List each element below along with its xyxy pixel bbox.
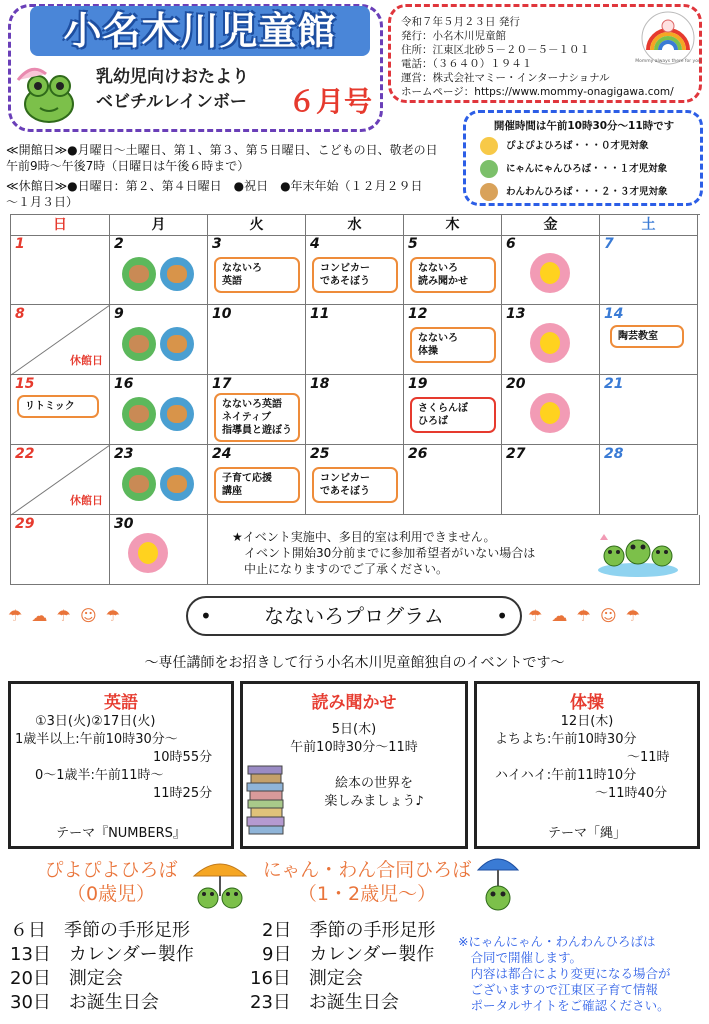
piyo-item: 30日 お誕生日会 xyxy=(10,992,159,1013)
day-number: 3 xyxy=(212,236,222,252)
calendar-day-cell xyxy=(110,445,208,515)
day-number: 30 xyxy=(114,516,134,532)
dog-icon xyxy=(160,397,194,431)
card-line: 1歳半以上:午前10時30分～ xyxy=(15,732,178,747)
closed-days-text: ≪休館日≫●日曜日：第２、第４日曜日 ●祝日 ●年末年始（１２月２９日 ～１月３日） xyxy=(6,179,459,209)
calendar-day-cell xyxy=(11,375,110,445)
book-stack-icon xyxy=(246,762,286,836)
cat-icon xyxy=(480,160,498,178)
nyan-item: 23日 お誕生日会 xyxy=(250,992,399,1013)
weekday-header: 日 xyxy=(11,215,110,236)
hours-row-wan: わんわんひろば・・・２・３才児対象 xyxy=(480,183,668,201)
cat-icon xyxy=(122,467,156,501)
calendar-day-cell xyxy=(208,375,306,445)
calendar-event: なないろ英語 ネイティブ 指導員と遊ぼう xyxy=(214,393,300,442)
calendar-event: リトミック xyxy=(17,395,99,418)
center-name-title: 小名木川児童館 xyxy=(30,6,370,56)
calendar-day-cell xyxy=(502,375,600,445)
card-heading: 体操 xyxy=(570,693,604,713)
card-line: 12日(木) xyxy=(560,714,614,729)
issue-date: 令和７年５月２３日 発行 xyxy=(401,16,520,28)
calendar-day-cell xyxy=(502,445,600,515)
bullet-dot: • xyxy=(200,604,212,628)
nyan-age: （1・2歳児～） xyxy=(297,883,437,905)
weekday-header: 木 xyxy=(404,215,502,236)
day-number: 9 xyxy=(114,306,124,322)
program-card-exercise xyxy=(474,681,700,849)
card-line: ～11時40分 xyxy=(595,786,668,801)
event-hours-box xyxy=(463,110,703,206)
calendar-event: コンビカー であそぼう xyxy=(312,257,398,293)
calendar-day-cell xyxy=(306,445,404,515)
calendar-day-cell xyxy=(306,375,404,445)
piyo-item: ６日 季節の手形足形 xyxy=(10,920,190,941)
closed-day-label: 休館日 xyxy=(70,354,103,367)
calendar-day-cell xyxy=(600,305,698,375)
calendar-day-cell xyxy=(404,235,502,305)
day-number: 10 xyxy=(212,306,232,322)
card-line: ～11時 xyxy=(627,750,670,765)
card-line: ①3日(火)②17日(火) xyxy=(35,714,156,729)
newsletter-name: ベビチルレインボー xyxy=(96,92,247,112)
card-line: 10時55分 xyxy=(153,750,213,765)
card-line: 5日(木) xyxy=(331,722,377,737)
weekday-header: 土 xyxy=(600,215,698,236)
calendar-day-cell xyxy=(11,445,110,515)
frog-umbrella-icon xyxy=(14,60,84,126)
day-number: 11 xyxy=(310,306,330,322)
closed-day-label: 休館日 xyxy=(70,494,103,507)
card-heading: 読み聞かせ xyxy=(311,693,397,713)
homepage-link[interactable]: ホームページ：https://www.mommy-onagigawa.com/ xyxy=(401,86,674,98)
weekday-header: 水 xyxy=(306,215,404,236)
card-heading: 英語 xyxy=(104,693,138,713)
calendar-day-cell xyxy=(110,375,208,445)
calendar-event: なないろ 英語 xyxy=(214,257,300,293)
weekday-header: 金 xyxy=(502,215,600,236)
calendar-day-cell xyxy=(600,235,698,305)
calendar-day-cell xyxy=(208,445,306,515)
day-number: 25 xyxy=(310,446,330,462)
calendar-day-cell xyxy=(502,305,600,375)
hours-row-piyo: ぴよぴよひろば・・・０才児対象 xyxy=(480,137,649,155)
card-theme: テーマ「縄」 xyxy=(547,826,626,841)
calendar-day-cell xyxy=(306,235,404,305)
publisher: 発行：小名木川児童館 xyxy=(401,30,506,42)
calendar-day-cell xyxy=(110,235,208,305)
piyo-item: 13日 カレンダー製作 xyxy=(10,944,194,965)
program-title: • なないろプログラム • xyxy=(186,596,522,636)
calendar-event: さくらんぼ ひろば xyxy=(410,397,496,433)
cat-icon xyxy=(122,397,156,431)
day-number: 20 xyxy=(506,376,526,392)
dog-icon xyxy=(160,257,194,291)
nyan-item: 9日 カレンダー製作 xyxy=(262,944,435,965)
issue-month: ６月号 xyxy=(288,85,373,118)
day-number: 21 xyxy=(604,376,624,392)
day-number: 29 xyxy=(15,516,35,532)
nyan-heading: にゃん・わん合同ひろば xyxy=(262,859,472,881)
umbrella-deco-left: ☂ ☁ ☂ ☺ ☂ xyxy=(8,606,123,625)
day-number: 8 xyxy=(15,306,25,322)
program-card-english xyxy=(8,681,234,849)
mommy-rainbow-logo xyxy=(635,10,701,66)
weekday-header: 月 xyxy=(110,215,208,236)
calendar-day-cell xyxy=(404,305,502,375)
day-number: 26 xyxy=(408,446,428,462)
card-line: 11時25分 xyxy=(153,786,213,801)
day-number: 5 xyxy=(408,236,418,252)
joint-session-note: ※にゃんにゃん・わんわんひろばは 合同で開催します。 内容は都合により変更になる場合が ございますので江東区子育て情報 ポータルサイトをご確認ください。 xyxy=(458,934,671,1013)
day-number: 17 xyxy=(212,376,232,392)
day-number: 22 xyxy=(15,446,35,462)
piyo-heading: ぴよぴよひろば xyxy=(44,859,178,881)
calendar-event: なないろ 読み聞かせ xyxy=(410,257,496,293)
day-number: 4 xyxy=(310,236,320,252)
bullet-dot: • xyxy=(496,604,508,628)
frog-family-icon xyxy=(596,528,680,578)
dog-icon xyxy=(480,183,498,201)
calendar-day-cell xyxy=(600,445,698,515)
calendar-day-cell xyxy=(404,375,502,445)
program-subtitle: ～専任講師をお招きして行う小名木川児童館独自のイベントです～ xyxy=(144,655,565,671)
event-notice: ★イベント実施中、多目的室は利用できません。 イベント開始30分前までに参加希望者がいない場合は 中止になりますのでご了承ください。 xyxy=(232,530,536,576)
calendar-event: なないろ 体操 xyxy=(410,327,496,363)
address: 住所：江東区北砂５－２０－５－１０１ xyxy=(401,44,590,56)
card-line: ハイハイ:午前11時10分 xyxy=(495,768,637,783)
calendar-day-cell xyxy=(502,235,600,305)
day-number: 6 xyxy=(506,236,516,252)
hours-title: 開催時間は午前10時30分～11時です xyxy=(493,120,675,132)
chick-icon xyxy=(530,323,570,363)
opening-days-text: ≪開館日≫●月曜日～土曜日、第１、第３、第５日曜日、こどもの日、敬老の日 午前9時～午後7時（日曜日は午後６時まで） xyxy=(6,143,462,173)
chick-icon xyxy=(128,533,168,573)
day-number: 27 xyxy=(506,446,526,462)
calendar-day-cell xyxy=(208,235,306,305)
calendar-day-cell xyxy=(110,305,208,375)
chick-icon xyxy=(530,253,570,293)
calendar-day-cell xyxy=(110,515,208,585)
day-number: 16 xyxy=(114,376,134,392)
calendar-day-cell xyxy=(11,515,110,585)
umbrella-deco-right: ☂ ☁ ☂ ☺ ☂ xyxy=(528,606,643,625)
card-line: 楽しみましょう♪ xyxy=(324,794,424,809)
newsletter-subtitle: 乳幼児向けおたより xyxy=(96,67,249,87)
day-number: 2 xyxy=(114,236,124,252)
day-number: 28 xyxy=(604,446,624,462)
card-theme: テーマ『NUMBERS』 xyxy=(56,826,186,841)
calendar-event: コンビカー であそぼう xyxy=(312,467,398,503)
day-number: 13 xyxy=(506,306,526,322)
piyo-item: 20日 測定会 xyxy=(10,968,123,989)
day-number: 1 xyxy=(15,236,25,252)
nyan-item: 2日 季節の手形足形 xyxy=(262,920,436,941)
day-number: 23 xyxy=(114,446,134,462)
piyo-age: （0歳児） xyxy=(66,883,156,905)
day-number: 19 xyxy=(408,376,428,392)
calendar-event: 陶芸教室 xyxy=(610,325,684,348)
cat-icon xyxy=(122,257,156,291)
chick-icon xyxy=(530,393,570,433)
cat-icon xyxy=(122,327,156,361)
day-number: 12 xyxy=(408,306,428,322)
nyan-item: 16日 測定会 xyxy=(250,968,363,989)
calendar-day-cell xyxy=(11,235,110,305)
calendar-day-cell xyxy=(208,305,306,375)
chick-icon xyxy=(480,137,498,155)
calendar-event: 子育て応援 講座 xyxy=(214,467,300,503)
dog-icon xyxy=(160,327,194,361)
card-line: よちよち:午前10時30分 xyxy=(495,732,637,747)
card-line: 絵本の世界を xyxy=(334,776,413,791)
day-number: 7 xyxy=(604,236,614,252)
calendar-day-cell xyxy=(404,445,502,515)
weekday-header: 火 xyxy=(208,215,306,236)
day-number: 18 xyxy=(310,376,330,392)
card-line: 0～1歳半:午前11時～ xyxy=(35,768,164,783)
hours-row-nyan: にゃんにゃんひろば・・・１才児対象 xyxy=(480,160,667,178)
day-number: 15 xyxy=(15,376,35,392)
calendar-day-cell xyxy=(600,375,698,445)
day-number: 14 xyxy=(604,306,624,322)
calendar-day-cell xyxy=(11,305,110,375)
dog-icon xyxy=(160,467,194,501)
logo-caption: Mommy always there for you xyxy=(635,59,701,64)
calendar-day-cell xyxy=(306,305,404,375)
frog-umbrella-icon xyxy=(476,852,520,916)
day-number: 24 xyxy=(212,446,232,462)
card-line: 午前10時30分～11時 xyxy=(290,740,418,755)
operator: 運営：株式会社マミー・インターナショナル xyxy=(401,72,610,84)
frogs-umbrella-icon xyxy=(192,856,248,916)
phone: 電話：（３６４０）１９４１ xyxy=(401,58,533,70)
